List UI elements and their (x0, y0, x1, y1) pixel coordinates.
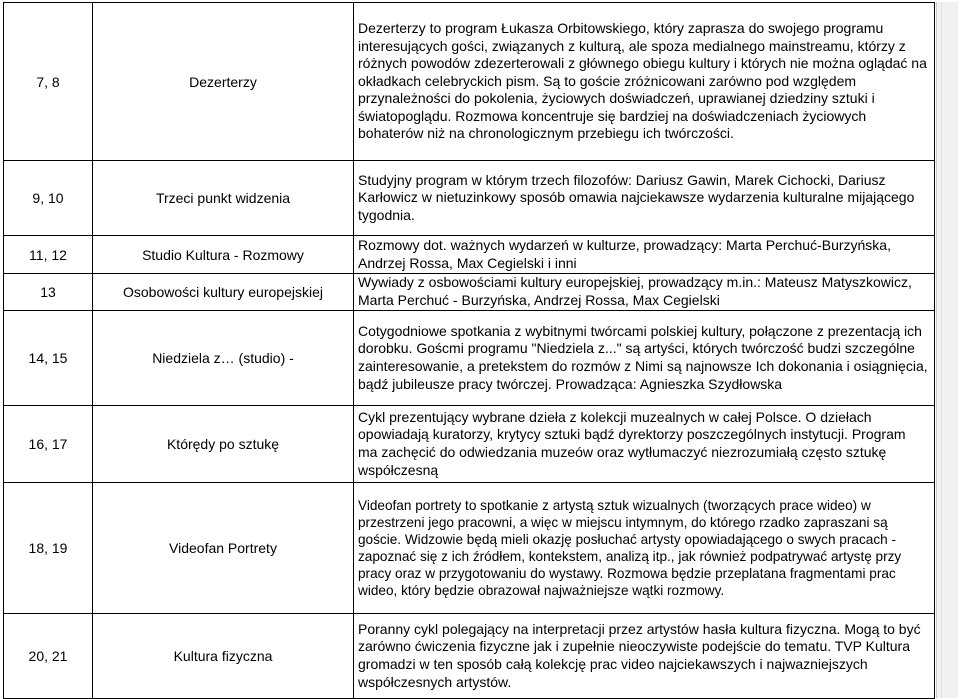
program-description: Dezerterzy to program Łukasza Orbitowskiego, który zaprasza do swojego programu interesujących gości, związanych z kulturą, ale spoza medialnego mainstreamu, którzy z różnych powodów zdezerterowali z głównego obiegu kultury i których nie można oglądać na okładkach celebryckich pism. Są to goście zróżnicowani zarówno pod względem przynależności do pokolenia, życiowych doświadczeń, uprawianej dziedziny sztuki i światopoglądu. Rozmowa koncentruje się bardziej na doświadczeniach życiowych bohaterów niż na chronologicznym przebiegu ich twórczości. (354, 3, 935, 161)
program-table (3, 2, 935, 699)
program-title: Kultura fizyczna (93, 614, 354, 699)
program-title: Którędy po sztukę (93, 406, 354, 483)
program-title: Videofan Portrety (93, 483, 354, 614)
program-description: Videofan portrety to spotkanie z artystą sztuk wizualnych (tworzących prace wideo) w przestrzeni jego pracowni, a więc w miejscu intymnym, do którego rzadko zapraszani są goście. Widzowie będą mieli okazję posłuchać artysty opowiadającego o swych pracach - zapoznać się z ich źródłem, kontekstem, analizą itp., jak również podpatrywać artystę przy pracy oraz w przygotowaniu do wystawy. Rozmowa będzie przeplatana fragmentami prac wideo, który będzie obrazował najważniejsze wątki rozmowy. (354, 483, 935, 614)
program-title: Niedziela z… (studio) - (93, 311, 354, 406)
episode-numbers: 14, 15 (4, 311, 93, 406)
table-row (4, 274, 935, 311)
table-row (4, 161, 935, 236)
table-row (4, 406, 935, 483)
program-title: Dezerterzy (93, 3, 354, 161)
program-description: Wywiady z osbowościami kultury europejskiej, prowadzący m.in.: Mateusz Matyszkowicz, Marta Perchuć - Burzyńska, Andrzej Rossa, Max Cegielski (354, 274, 935, 311)
table-row (4, 3, 935, 161)
episode-numbers: 13 (4, 274, 93, 311)
program-description: Poranny cykl polegający na interpretacji przez artystów hasła kultura fizyczna. Mogą to być zarówno ćwiczenia fizyczne jak i zupełnie nieoczywiste podejście do tematu. TVP Kultura gromadzi w ten sposób całą kolekcję prac video najciekawszych i najwazniejszych współczesnych artystów. (354, 614, 935, 699)
program-title: Trzeci punkt widzenia (93, 161, 354, 236)
program-title: Osobowości kultury europejskiej (93, 274, 354, 311)
table-row (4, 614, 935, 699)
episode-numbers: 11, 12 (4, 236, 93, 274)
episode-numbers: 16, 17 (4, 406, 93, 483)
episode-numbers: 20, 21 (4, 614, 93, 699)
program-description: Cotygodniowe spotkania z wybitnymi twórcami polskiej kultury, połączone z prezentacją ich dorobku. Goścmi programu "Niedziela z..." są artyści, których twórczość budzi szczególne zainteresowanie, a pretekstem do rozmów z Nimi są najnowsze Ich dokonania i osiągnięcia, bądź jubileusze pracy twórczej. Prowadząca: Agnieszka Szydłowska (354, 311, 935, 406)
table-row (4, 483, 935, 614)
program-description: Cykl prezentujący wybrane dzieła z kolekcji muzealnych w całej Polsce. O dziełach opowiadają kuratorzy, krytycy sztuki bądź dyrektorzy poszczególnych instytucji. Program ma zachęcić do odwiedzania muzeów oraz wytłumaczyć niezrozumiałą często sztukę współczesną (354, 406, 935, 483)
table-row (4, 311, 935, 406)
scroll-area-edge (936, 2, 958, 698)
episode-numbers: 18, 19 (4, 483, 93, 614)
episode-numbers: 7, 8 (4, 3, 93, 161)
episode-numbers: 9, 10 (4, 161, 93, 236)
table-row (4, 236, 935, 274)
program-description: Studyjny program w którym trzech filozofów: Dariusz Gawin, Marek Cichocki, Dariusz Karłowicz w nietuzinkowy sposób omawia najciekawsze wydarzenia kulturalne mijającego tygodnia. (354, 161, 935, 236)
program-description: Rozmowy dot. ważnych wydarzeń w kulturze, prowadzący: Marta Perchuć-Burzyńska, Andrzej Rossa, Max Cegielski i inni (354, 236, 935, 274)
program-title: Studio Kultura - Rozmowy (93, 236, 354, 274)
